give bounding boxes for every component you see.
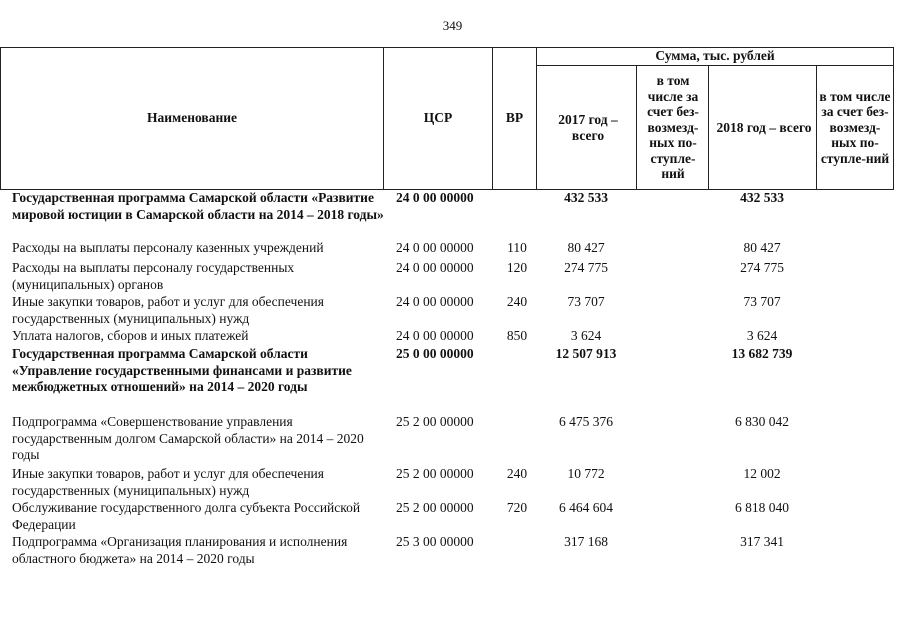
row-csr: 24 0 00 00000: [396, 328, 474, 343]
row-sum-2017: 3 624: [570, 328, 602, 343]
row-sum-2017: 432 533: [564, 190, 608, 205]
row-name: Расходы на выплаты персоналу государственных (муниципальных) органов: [12, 260, 295, 292]
row-name: Государственная программа Самарской области «Развитие мировой юстиции в Самарской области на 2014 – 2018 годы»: [12, 190, 384, 222]
header-2018-incl: в том числе за счет без-возмезд-ных по-ступле-ний: [819, 88, 891, 166]
row-csr: 24 0 00 00000: [396, 260, 474, 275]
row-sum-2017: 6 464 604: [559, 500, 613, 515]
row-csr: 24 0 00 00000: [396, 240, 474, 255]
row-sum-2018: 274 775: [740, 260, 784, 275]
divider-vr-sum: [536, 47, 537, 190]
row-csr: 24 0 00 00000: [396, 190, 474, 205]
row-vr: 120: [506, 260, 528, 275]
row-name: Обслуживание государственного долга субъекта Российской Федерации: [12, 500, 361, 532]
header-name: Наименование: [147, 110, 237, 126]
row-sum-2018: 73 707: [743, 294, 781, 309]
row-csr: 25 3 00 00000: [396, 534, 474, 549]
row-name: Государственная программа Самарской области «Управление государственными финансами и развитие межбюджетных отношений» на 2014 – 2020 годы: [12, 346, 352, 394]
row-csr: 25 2 00 00000: [396, 466, 474, 481]
row-sum-2018: 6 818 040: [735, 500, 789, 515]
header-vr: ВР: [505, 110, 524, 126]
page-number: 349: [442, 18, 463, 33]
row-vr: 850: [506, 328, 528, 343]
row-sum-2018: 13 682 739: [731, 346, 793, 361]
table-header: [0, 47, 905, 190]
row-vr: 720: [506, 500, 528, 515]
row-name: Иные закупки товаров, работ и услуг для обеспечения государственных (муниципальных) нужд: [12, 466, 324, 498]
row-vr: 240: [506, 294, 528, 309]
row-sum-2017: 73 707: [567, 294, 605, 309]
divider-2017-2018: [708, 65, 709, 190]
row-name: Иные закупки товаров, работ и услуг для обеспечения государственных (муниципальных) нужд: [12, 294, 324, 326]
row-sum-2018: 80 427: [743, 240, 781, 255]
row-sum-2018: 12 002: [743, 466, 781, 481]
row-sum-2018: 3 624: [746, 328, 778, 343]
row-name: Подпрограмма «Совершенствование управления государственным долгом Самарской области» на 2014 – 2020 годы: [12, 414, 364, 462]
divider-2018: [816, 65, 817, 190]
row-sum-2018: 317 341: [740, 534, 784, 549]
header-csr: ЦСР: [423, 110, 453, 126]
row-vr: 110: [507, 240, 527, 255]
header-sum-group: Сумма, тыс. рублей: [655, 48, 775, 64]
row-csr: 25 2 00 00000: [396, 500, 474, 515]
header-2017-total: 2017 год – всего: [558, 112, 618, 143]
row-sum-2017: 317 168: [564, 534, 608, 549]
row-sum-2017: 274 775: [564, 260, 608, 275]
row-sum-2017: 10 772: [567, 466, 605, 481]
header-2018-total: 2018 год – всего: [716, 119, 812, 135]
header-right-border: [893, 47, 894, 190]
row-csr: 25 0 00 00000: [396, 346, 474, 361]
row-sum-2017: 80 427: [567, 240, 605, 255]
row-sum-2018: 6 830 042: [735, 414, 789, 429]
row-vr: 240: [506, 466, 528, 481]
header-2017-incl: в том числе за счет без-возмезд-ных по-ступле-ний: [647, 73, 699, 182]
row-name: Уплата налогов, сборов и иных платежей: [12, 328, 249, 343]
row-name: Расходы на выплаты персоналу казенных учреждений: [12, 240, 324, 255]
row-sum-2017: 12 507 913: [555, 346, 617, 361]
row-sum-2017: 6 475 376: [559, 414, 613, 429]
divider-2017: [636, 65, 637, 190]
row-sum-2018: 432 533: [740, 190, 784, 205]
row-csr: 24 0 00 00000: [396, 294, 474, 309]
row-csr: 25 2 00 00000: [396, 414, 474, 429]
row-name: Подпрограмма «Организация планирования и исполнения областного бюджета» на 2014 – 2020 годы: [12, 534, 348, 566]
